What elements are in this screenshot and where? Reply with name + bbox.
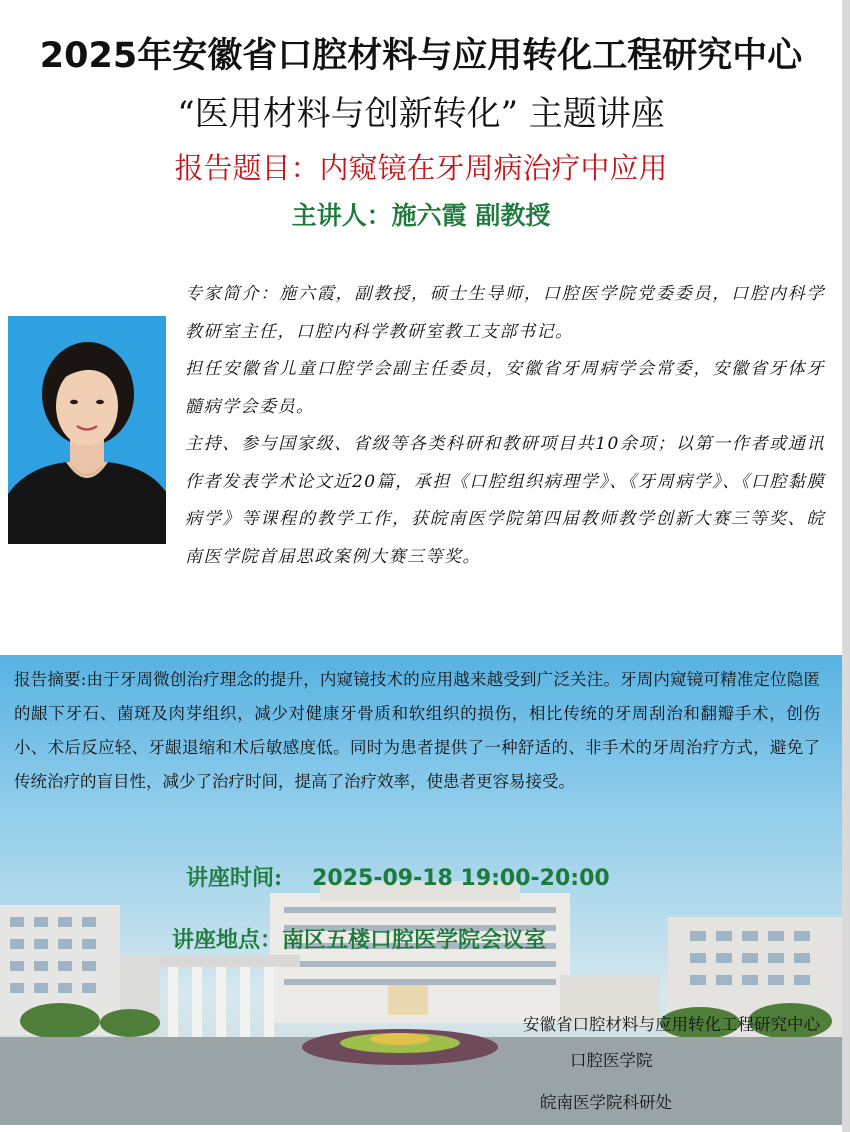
bio-research: 主持、参与国家级、省级等各类科研和教研项目共10余项；以第一作者或通讯作者发表学术论文近20篇，承担《口腔组织病理学》、《牙周病学》、《口腔黏膜病学》等课程的教学工作，获皖南医学院第四届教师教学创新大赛三等奖、皖南医学院首届思政案例大赛三等奖。 (185, 434, 825, 567)
speaker: 主讲人：施六霞 副教授 (291, 201, 551, 230)
organizer-research-center: 安徽省口腔材料与应用转化工程研究中心 (523, 1015, 820, 1034)
poster-subtitle: “医用材料与创新转化” 主题讲座 (177, 94, 665, 134)
bio-positions: 担任安徽省儿童口腔学会副主任委员，安徽省牙周病学会常委，安徽省牙体牙髓病学会委员。 (185, 359, 825, 417)
lecture-time-label: 讲座时间: (186, 865, 283, 891)
lecture-time-value: 2025-09-18 19:00-20:00 (312, 866, 610, 891)
lecture-place: 讲座地点：南区五楼口腔医学院会议室 (172, 927, 547, 953)
poster-title: 2025年安徽省口腔材料与应用转化工程研究中心 (39, 36, 803, 76)
speaker-photo (8, 316, 166, 544)
campus-background-section (0, 655, 842, 1125)
report-abstract: 报告摘要:由于牙周微创治疗理念的提升，内窥镜技术的应用越来越受到广泛关注。牙周内窥镜可精准定位隐匿的龈下牙石、菌斑及肉芽组织，减少对健康牙骨质和软组织的损伤，相比传统的牙周刮治和翻瓣手术，创伤小、术后反应轻、牙龈退缩和术后敏感度低。同时为患者提供了一种舒适的、非手术的牙周治疗方式，避免了传统治疗的盲目性，减少了治疗时间，提高了治疗效率，使患者更容易接受。 (14, 670, 820, 791)
report-topic: 报告题目：内窥镜在牙周病治疗中应用 (174, 151, 668, 185)
speaker-bio (185, 276, 825, 576)
lecture-time (186, 861, 610, 892)
right-border (842, 0, 850, 1132)
bio-intro: 专家简介：施六霞，副教授，硕士生导师，口腔医学院党委委员，口腔内科学教研室主任，口腔内科学教研室教工支部书记。 (185, 284, 825, 342)
organizer-research-office: 皖南医学院科研处 (540, 1093, 672, 1112)
organizer-school: 口腔医学院 (570, 1051, 653, 1070)
